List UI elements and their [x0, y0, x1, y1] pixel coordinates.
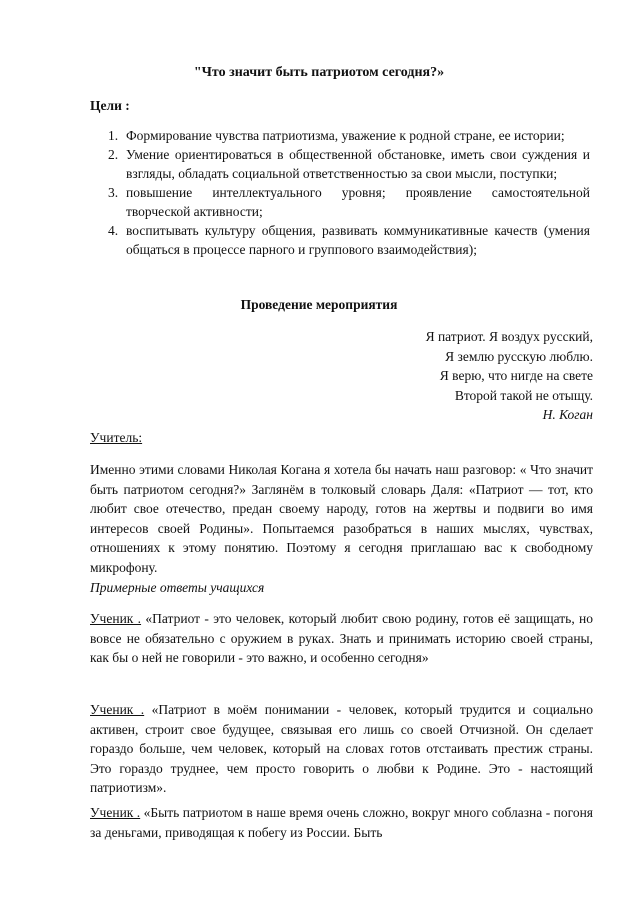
poem-author: Н. Коган	[542, 407, 593, 422]
student-answer-text: «Патриот - это человек, который любит свою родину, готов её защищать, но вовсе не обязательно с оружием в руках. Знать и принимать историю своей страны, как бы о ней не говорили - это важно, и особенно сегодня»	[90, 611, 594, 665]
answers-heading: Примерные ответы учащихся	[90, 580, 265, 595]
student-label: Ученик .	[90, 611, 142, 626]
student-answer-text: «Патриот в моём понимании - человек, который трудится и социально активен, строит свое будущее, связывая его лишь со своей Отчизной. Он сделает гораздо больше, чем человек, который на словах готов отстаивать престиж страны. Это гораздо труднее, чем просто говорить о любви к Родине. Это - настоящий патриотизм».	[90, 702, 593, 795]
list-item	[90, 145, 590, 183]
page-title: "Что значит быть патриотом сегодня?»	[193, 65, 445, 80]
list-item-text: Умение ориентироваться в общественной обстановке, иметь свои суждения и взгляды, обладать социальной ответственностью за свои мысли, поступки;	[126, 147, 590, 181]
list-item-text: воспитывать культуру общения, развивать коммуникативные качеств (умения общаться в процессе парного и группового взаимодействия);	[126, 223, 590, 257]
student-label: Ученик .	[90, 702, 145, 717]
goals-list	[90, 126, 590, 259]
list-item-text: Формирование чувства патриотизма, уважение к родной стране, ее истории;	[126, 128, 565, 143]
student-label: Ученик .	[90, 805, 141, 820]
poem-line: Я верю, что нигде на свете	[439, 368, 593, 383]
poem-line: Я патриот. Я воздух русский,	[425, 329, 593, 344]
list-item-number: 2.	[108, 147, 119, 162]
teacher-label: Учитель:	[90, 430, 143, 445]
goals-heading: Цели :	[90, 98, 130, 113]
list-item	[90, 126, 590, 145]
list-item-text: повышение интеллектуального уровня; проявление самостоятельной творческой активности;	[126, 185, 590, 219]
poem-line: Второй такой не отыщу.	[454, 387, 593, 403]
student-answer	[90, 609, 593, 668]
teacher-paragraph: Именно этими словами Николая Когана я хотела бы начать наш разговор: « Что значит быть патриотом сегодня?» Заглянём в толковый словарь Даля: «Патриот — тот, кто любит свое отечество, предан своему народу, готов на жертвы и подвиги во имя интересов своей Родины». Попытаемся разобраться в наших мыслях, чувствах, отношениях к этому понятию. Поэтому я сегодня приглашаю вас к свободному микрофону.	[90, 462, 593, 575]
list-item-number: 4.	[108, 223, 119, 238]
poem-line: Я землю русскую люблю.	[445, 348, 593, 364]
list-item	[90, 183, 590, 221]
student-answer	[90, 700, 593, 798]
list-item	[90, 221, 590, 259]
student-answer	[90, 803, 593, 842]
event-heading: Проведение мероприятия	[240, 297, 398, 312]
epigraph-poem	[426, 327, 593, 425]
student-answer-text: «Быть патриотом в наше время очень сложно, вокруг много соблазна - погоня за деньгами, приводящая к побегу из России. Быть	[90, 805, 594, 840]
list-item-number: 1.	[108, 128, 119, 143]
list-item-number: 3.	[108, 185, 119, 200]
